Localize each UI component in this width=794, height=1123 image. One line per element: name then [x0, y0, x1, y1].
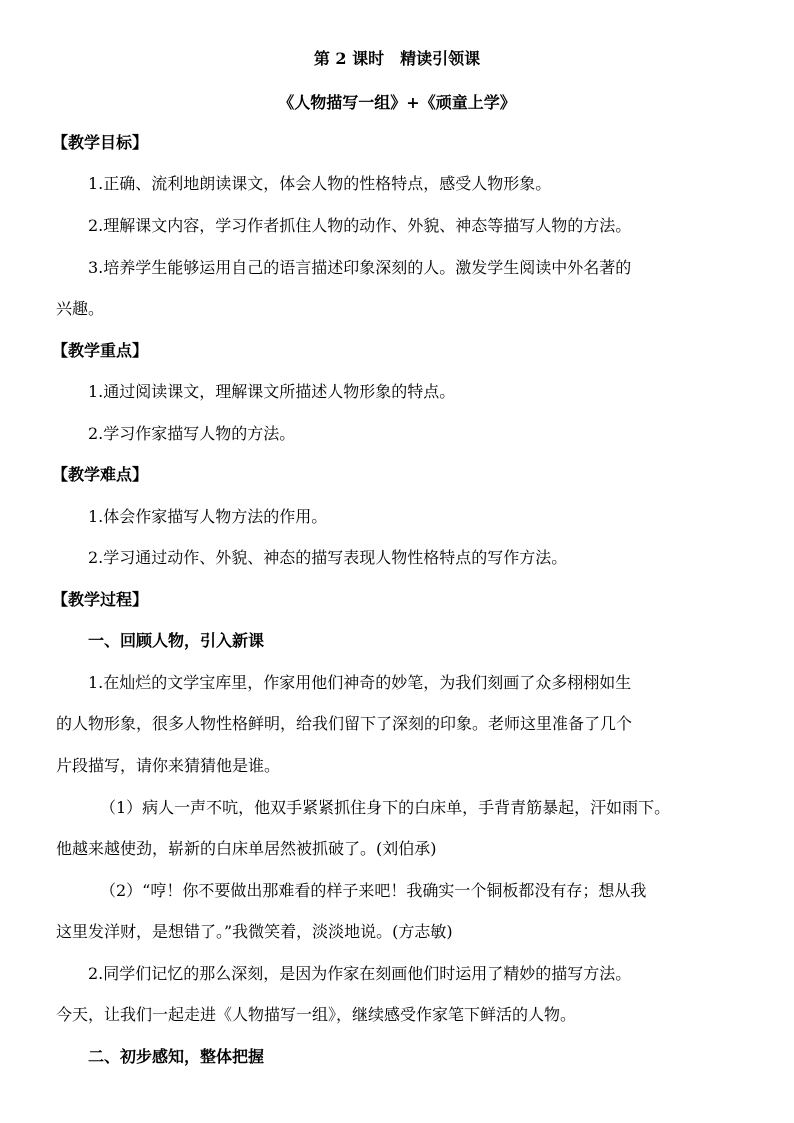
paragraph-1-line-2: 的人物形象，很多人物性格鲜明，给我们留下了深刻的印象。老师这里准备了几个: [56, 714, 633, 733]
difficulty-2: 2.学习通过动作、外貌、神态的描写表现人物性格特点的写作方法。: [88, 548, 568, 567]
heading-goals: 【教学目标】: [52, 133, 149, 152]
section-2-title: 二、初步感知，整体把握: [88, 1047, 265, 1066]
section-1-title: 一、回顾人物，引入新课: [88, 631, 265, 650]
goal-3-line-2: 兴趣。: [56, 299, 105, 318]
key-point-1: 1.通过阅读课文，理解课文所描述人物形象的特点。: [88, 382, 456, 401]
lesson-title: 第 2 课时 精读引领课: [313, 49, 481, 68]
paragraph-1-line-3: 片段描写，请你来猜猜他是谁。: [56, 756, 281, 775]
goal-3-line-1: 3.培养学生能够运用自己的语言描述印象深刻的人。激发学生阅读中外名著的: [88, 258, 632, 277]
paragraph-1-line-1: 1.在灿烂的文学宝库里，作家用他们神奇的妙笔，为我们刻画了众多栩栩如生: [88, 673, 632, 692]
heading-key-points: 【教学重点】: [52, 341, 149, 360]
lesson-subtitle: 《人物描写一组》+《顽童上学》: [278, 93, 516, 112]
goal-1: 1.正确、流利地朗读课文，体会人物的性格特点，感受人物形象。: [88, 174, 552, 193]
goal-2: 2.理解课文内容，学习作者抓住人物的动作、外貌、神态等描写人物的方法。: [88, 216, 632, 235]
paragraph-2-line-1: 2.同学们记忆的那么深刻，是因为作家在刻画他们时运用了精妙的描写方法。: [88, 964, 632, 983]
quote-2-line-1: （2）“哼！你不要做出那难看的样子来吧！我确实一个铜板都没有存；想从我: [100, 881, 647, 900]
heading-process: 【教学过程】: [52, 590, 149, 609]
difficulty-1: 1.体会作家描写人物方法的作用。: [88, 507, 328, 526]
key-point-2: 2.学习作家描写人物的方法。: [88, 424, 296, 443]
quote-1-line-1: （1）病人一声不吭，他双手紧紧抓住身下的白床单，手背青筋暴起，汗如雨下。: [100, 798, 671, 817]
heading-difficulties: 【教学难点】: [52, 465, 149, 484]
paragraph-2-line-2: 今天，让我们一起走进《人物描写一组》，继续感受作家笔下鲜活的人物。: [56, 1005, 577, 1024]
quote-2-line-2: 这里发洋财，是想错了。”我微笑着，淡淡地说。(方志敏): [56, 922, 453, 941]
quote-1-line-2: 他越来越使劲，崭新的白床单居然被抓破了。(刘伯承): [56, 839, 437, 858]
